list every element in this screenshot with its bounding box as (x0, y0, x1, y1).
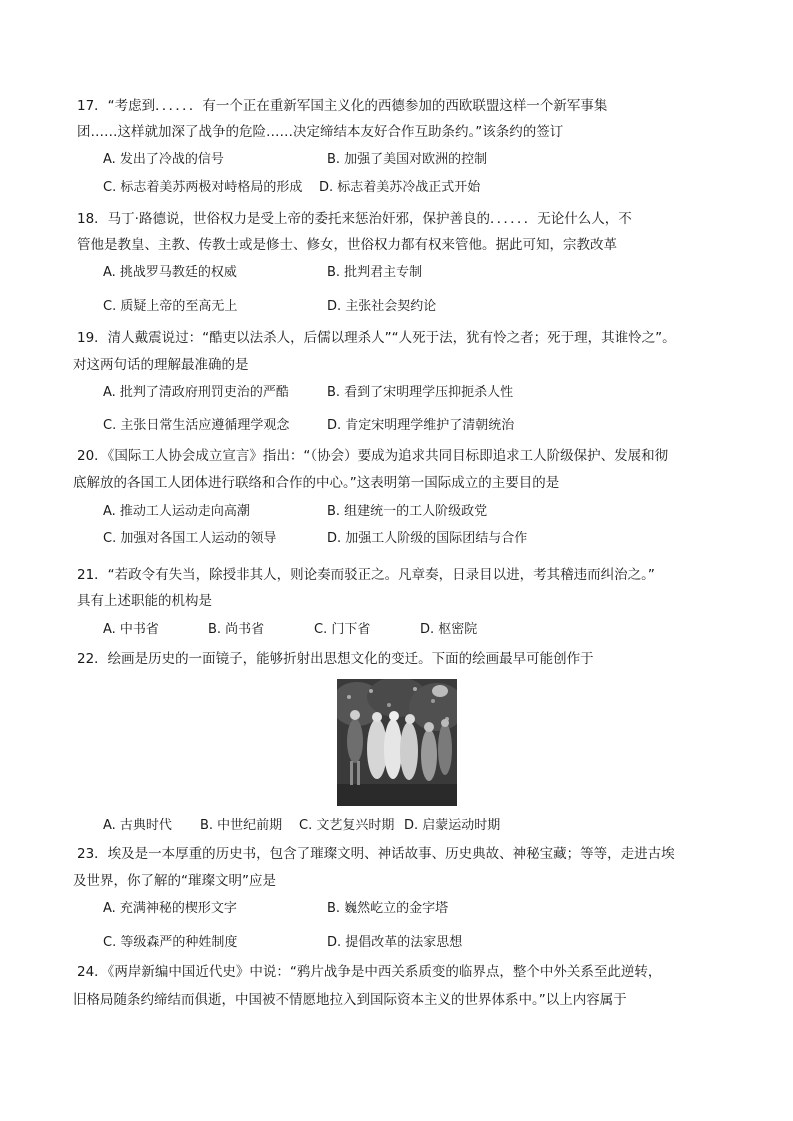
q21-option-a: A. 中书省 (103, 622, 159, 637)
q17-stem-line-2: 团……这样就加深了战争的危险……决定缔结本友好合作互助条约。”该条约的签订 (77, 124, 564, 140)
q24-stem-line-1: 24．《两岸新编中国近代史》中说：“鸦片战争是中西关系质变的临界点，整个中外关系至此逆转， (77, 964, 662, 980)
q21-option-c: C. 门下省 (314, 622, 371, 637)
q23-option-d: D. 提倡改革的法家思想 (327, 935, 463, 950)
q18-option-c: C. 质疑上帝的至高无上 (103, 299, 238, 314)
q18-option-a: A. 挑战罗马教廷的权威 (103, 265, 237, 280)
q20-stem-line-1: 20．《国际工人协会成立宣言》指出：“（协会）要成为追求共同目标即追求工人阶级保护、发展和彻 (77, 448, 669, 464)
q23-option-c: C. 等级森严的种姓制度 (103, 935, 238, 950)
q20-stem-line-2: 底解放的各国工人团体进行联络和合作的中心。”这表明第一国际成立的主要目的是 (73, 475, 560, 491)
q23-stem-line-1: 23．埃及是一本厚重的历史书，包含了璀璨文明、神话故事、历史典故、神秘宝藏；等等，走进古埃 (77, 846, 675, 862)
q22-option-a: A. 古典时代 (103, 818, 172, 833)
q19-option-a: A. 批判了清政府刑罚吏治的严酷 (103, 385, 289, 400)
renaissance-painting-image (337, 679, 457, 806)
q21-stem-line-2: 具有上述职能的机构是 (77, 593, 212, 609)
q20-option-c: C. 加强对各国工人运动的领导 (103, 531, 277, 546)
q17-option-b: B. 加强了美国对欧洲的控制 (327, 152, 488, 167)
q17-option-d: D. 标志着美苏冷战正式开始 (319, 180, 481, 195)
q17-option-c: C. 标志着美苏两极对峙格局的形成 (103, 180, 303, 195)
q21-option-b: B. 尚书省 (208, 622, 265, 637)
q18-option-b: B. 批判君主专制 (327, 265, 423, 280)
q18-option-d: D. 主张社会契约论 (327, 299, 437, 314)
q20-option-d: D. 加强工人阶级的国际团结与合作 (327, 531, 528, 546)
q19-option-b: B. 看到了宋明理学压抑扼杀人性 (327, 385, 514, 400)
q18-stem-line-2: 管他是教皇、主教、传教士或是修士、修女，世俗权力都有权来管他。据此可知，宗教改革 (77, 237, 617, 253)
q22-option-d: D. 启蒙运动时期 (404, 818, 501, 833)
q19-stem-line-1: 19．清人戴震说过：“酷吏以法杀人，后儒以理杀人”“人死于法，犹有怜之者；死于理，其谁怜之”。 (77, 330, 676, 346)
q19-stem-line-2: 对这两句话的理解最准确的是 (73, 357, 249, 373)
q23-stem-line-2: 及世界，你了解的“璀璨文明”应是 (73, 873, 276, 889)
q17-option-a: A. 发出了冷战的信号 (103, 152, 224, 167)
q17-stem-line-1: 17．“考虑到．．．．．．有一个正在重新军国主义化的西德参加的西欧联盟这样一个新军事集 (77, 98, 608, 114)
q20-option-b: B. 组建统一的工人阶级政党 (327, 504, 488, 519)
q20-option-a: A. 推动工人运动走向高潮 (103, 504, 250, 519)
q22-stem-line-1: 22．绘画是历史的一面镜子，能够折射出思想文化的变迁。下面的绘画最早可能创作于 (77, 651, 594, 667)
q21-stem-line-1: 21．“若政令有失当，除授非其人，则论奏而驳正之。凡章奏，日录目以进，考其稽违而纠治之。” (77, 567, 655, 583)
q19-option-c: C. 主张日常生活应遵循理学观念 (103, 418, 290, 433)
q23-option-a: A. 充满神秘的楔形文字 (103, 901, 237, 916)
q21-option-d: D. 枢密院 (420, 622, 478, 637)
painting-illustration (337, 679, 457, 806)
q23-option-b: B. 巍然屹立的金字塔 (327, 901, 449, 916)
q18-stem-line-1: 18．马丁·路德说，世俗权力是受上帝的委托来惩治奸邪，保护善良的．．．．．．无论什么人，不 (77, 211, 632, 227)
q19-option-d: D. 肯定宋明理学维护了清朝统治 (327, 418, 515, 433)
q22-option-b: B. 中世纪前期 (200, 818, 283, 833)
q24-stem-line-2: 旧格局随条约缔结而俱逝，中国被不情愿地拉入到国际资本主义的世界体系中。”以上内容属于 (73, 992, 627, 1008)
q22-option-c: C. 文艺复兴时期 (299, 818, 395, 833)
